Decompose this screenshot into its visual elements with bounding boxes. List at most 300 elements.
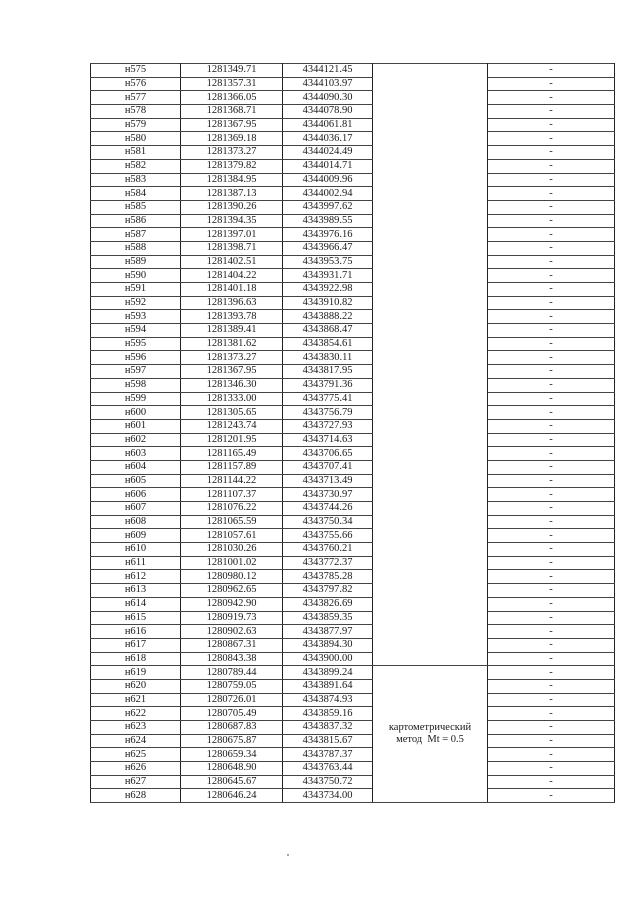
method-cell-empty xyxy=(373,214,488,228)
y-coordinate-cell: 4343859.16 xyxy=(283,707,373,721)
x-coordinate-cell: 1280919.73 xyxy=(181,611,283,625)
dash-cell: - xyxy=(488,118,615,132)
point-id-cell: н618 xyxy=(91,652,181,666)
table-row xyxy=(91,570,615,584)
method-cell-empty xyxy=(373,132,488,146)
dash-cell: - xyxy=(488,255,615,269)
y-coordinate-cell: 4344036.17 xyxy=(283,132,373,146)
method-cell-empty xyxy=(373,515,488,529)
method-cell-empty xyxy=(373,310,488,324)
table-row xyxy=(91,789,615,803)
x-coordinate-cell: 1281346.30 xyxy=(181,378,283,392)
dash-cell: - xyxy=(488,762,615,776)
method-cell-empty xyxy=(373,351,488,365)
point-id-cell: н580 xyxy=(91,132,181,146)
coordinates-table xyxy=(90,63,615,803)
method-cell-empty xyxy=(373,283,488,297)
method-cell-empty xyxy=(373,255,488,269)
table-row xyxy=(91,269,615,283)
y-coordinate-cell: 4343817.95 xyxy=(283,365,373,379)
point-id-cell: н591 xyxy=(91,283,181,297)
point-id-cell: н619 xyxy=(91,666,181,680)
table-row xyxy=(91,638,615,652)
method-cell-empty xyxy=(373,378,488,392)
dash-cell: - xyxy=(488,584,615,598)
table-row xyxy=(91,529,615,543)
dash-cell: - xyxy=(488,64,615,78)
x-coordinate-cell: 1281379.82 xyxy=(181,159,283,173)
x-coordinate-cell: 1281402.51 xyxy=(181,255,283,269)
x-coordinate-cell: 1281201.95 xyxy=(181,433,283,447)
x-coordinate-cell: 1281165.49 xyxy=(181,447,283,461)
x-coordinate-cell: 1280687.83 xyxy=(181,721,283,735)
y-coordinate-cell: 4343922.98 xyxy=(283,283,373,297)
table-row xyxy=(91,296,615,310)
dash-cell: - xyxy=(488,748,615,762)
method-cell-empty xyxy=(373,433,488,447)
dash-cell: - xyxy=(488,296,615,310)
method-cell-empty xyxy=(373,625,488,639)
method-cell-empty xyxy=(373,392,488,406)
y-coordinate-cell: 4343797.82 xyxy=(283,584,373,598)
table-row xyxy=(91,283,615,297)
point-id-cell: н625 xyxy=(91,748,181,762)
x-coordinate-cell: 1281349.71 xyxy=(181,64,283,78)
dash-cell: - xyxy=(488,707,615,721)
method-cell-empty xyxy=(373,118,488,132)
dash-cell: - xyxy=(488,214,615,228)
point-id-cell: н585 xyxy=(91,200,181,214)
x-coordinate-cell: 1280867.31 xyxy=(181,638,283,652)
point-id-cell: н575 xyxy=(91,64,181,78)
x-coordinate-cell: 1280659.34 xyxy=(181,748,283,762)
y-coordinate-cell: 4343877.97 xyxy=(283,625,373,639)
point-id-cell: н597 xyxy=(91,365,181,379)
dash-cell: - xyxy=(488,269,615,283)
table-row xyxy=(91,173,615,187)
method-cell-empty xyxy=(373,241,488,255)
point-id-cell: н588 xyxy=(91,241,181,255)
point-id-cell: н608 xyxy=(91,515,181,529)
dash-cell: - xyxy=(488,310,615,324)
table-row xyxy=(91,679,615,693)
dash-cell: - xyxy=(488,200,615,214)
table-row xyxy=(91,132,615,146)
x-coordinate-cell: 1281397.01 xyxy=(181,228,283,242)
point-id-cell: н614 xyxy=(91,597,181,611)
point-id-cell: н623 xyxy=(91,721,181,735)
point-id-cell: н584 xyxy=(91,187,181,201)
y-coordinate-cell: 4343989.55 xyxy=(283,214,373,228)
y-coordinate-cell: 4343830.11 xyxy=(283,351,373,365)
y-coordinate-cell: 4343755.66 xyxy=(283,529,373,543)
y-coordinate-cell: 4343772.37 xyxy=(283,556,373,570)
y-coordinate-cell: 4343854.61 xyxy=(283,337,373,351)
method-cell-empty xyxy=(373,269,488,283)
dash-cell: - xyxy=(488,775,615,789)
y-coordinate-cell: 4344009.96 xyxy=(283,173,373,187)
x-coordinate-cell: 1281381.62 xyxy=(181,337,283,351)
method-cell-empty xyxy=(373,173,488,187)
table-row xyxy=(91,625,615,639)
x-coordinate-cell: 1281157.89 xyxy=(181,460,283,474)
dash-cell: - xyxy=(488,77,615,91)
y-coordinate-cell: 4343900.00 xyxy=(283,652,373,666)
point-id-cell: н627 xyxy=(91,775,181,789)
method-line-1: картометрический xyxy=(388,722,472,734)
y-coordinate-cell: 4343775.41 xyxy=(283,392,373,406)
method-cell-empty xyxy=(373,447,488,461)
y-coordinate-cell: 4343734.00 xyxy=(283,789,373,803)
dash-cell: - xyxy=(488,228,615,242)
y-coordinate-cell: 4343826.69 xyxy=(283,597,373,611)
table-row xyxy=(91,241,615,255)
table-row xyxy=(91,474,615,488)
method-cell-empty xyxy=(373,324,488,338)
point-id-cell: н601 xyxy=(91,419,181,433)
dash-cell: - xyxy=(488,556,615,570)
table-row xyxy=(91,378,615,392)
x-coordinate-cell: 1280648.90 xyxy=(181,762,283,776)
point-id-cell: н586 xyxy=(91,214,181,228)
x-coordinate-cell: 1280759.05 xyxy=(181,679,283,693)
point-id-cell: н577 xyxy=(91,91,181,105)
y-coordinate-cell: 4343791.36 xyxy=(283,378,373,392)
method-cell-empty xyxy=(373,584,488,598)
coordinates-table-body xyxy=(91,64,615,803)
table-row xyxy=(91,187,615,201)
table-row xyxy=(91,146,615,160)
dash-cell: - xyxy=(488,529,615,543)
method-cell-empty xyxy=(373,91,488,105)
table-row xyxy=(91,64,615,78)
dash-cell: - xyxy=(488,159,615,173)
y-coordinate-cell: 4344121.45 xyxy=(283,64,373,78)
x-coordinate-cell: 1281373.27 xyxy=(181,351,283,365)
point-id-cell: н576 xyxy=(91,77,181,91)
method-cell-empty xyxy=(373,159,488,173)
method-cell-empty xyxy=(373,502,488,516)
x-coordinate-cell: 1280646.24 xyxy=(181,789,283,803)
table-row xyxy=(91,365,615,379)
table-row xyxy=(91,775,615,789)
y-coordinate-cell: 4343787.37 xyxy=(283,748,373,762)
method-cell-empty xyxy=(373,652,488,666)
point-id-cell: н599 xyxy=(91,392,181,406)
x-coordinate-cell: 1281076.22 xyxy=(181,502,283,516)
dash-cell: - xyxy=(488,132,615,146)
method-cell-empty xyxy=(373,638,488,652)
point-id-cell: н587 xyxy=(91,228,181,242)
table-row xyxy=(91,543,615,557)
y-coordinate-cell: 4343760.21 xyxy=(283,543,373,557)
method-cell-empty xyxy=(373,460,488,474)
x-coordinate-cell: 1281398.71 xyxy=(181,241,283,255)
x-coordinate-cell: 1281387.13 xyxy=(181,187,283,201)
x-coordinate-cell: 1281001.02 xyxy=(181,556,283,570)
dash-cell: - xyxy=(488,365,615,379)
point-id-cell: н602 xyxy=(91,433,181,447)
y-coordinate-cell: 4343997.62 xyxy=(283,200,373,214)
y-coordinate-cell: 4343874.93 xyxy=(283,693,373,707)
method-cell-empty xyxy=(373,337,488,351)
point-id-cell: н610 xyxy=(91,543,181,557)
y-coordinate-cell: 4343888.22 xyxy=(283,310,373,324)
y-coordinate-cell: 4343899.24 xyxy=(283,666,373,680)
y-coordinate-cell: 4343785.28 xyxy=(283,570,373,584)
point-id-cell: н582 xyxy=(91,159,181,173)
method-cell-empty xyxy=(373,488,488,502)
x-coordinate-cell: 1281144.22 xyxy=(181,474,283,488)
table-row xyxy=(91,515,615,529)
x-coordinate-cell: 1281393.78 xyxy=(181,310,283,324)
y-coordinate-cell: 4343750.34 xyxy=(283,515,373,529)
x-coordinate-cell: 1281333.00 xyxy=(181,392,283,406)
table-row xyxy=(91,105,615,119)
y-coordinate-cell: 4343730.97 xyxy=(283,488,373,502)
point-id-cell: н578 xyxy=(91,105,181,119)
x-coordinate-cell: 1281401.18 xyxy=(181,283,283,297)
dash-cell: - xyxy=(488,666,615,680)
dash-cell: - xyxy=(488,570,615,584)
table-row xyxy=(91,392,615,406)
x-coordinate-cell: 1281367.95 xyxy=(181,118,283,132)
table-row xyxy=(91,502,615,516)
y-coordinate-cell: 4344061.81 xyxy=(283,118,373,132)
table-row xyxy=(91,652,615,666)
y-coordinate-cell: 4343707.41 xyxy=(283,460,373,474)
dash-cell: - xyxy=(488,406,615,420)
x-coordinate-cell: 1281369.18 xyxy=(181,132,283,146)
x-coordinate-cell: 1280902.63 xyxy=(181,625,283,639)
dash-cell: - xyxy=(488,625,615,639)
y-coordinate-cell: 4344002.94 xyxy=(283,187,373,201)
x-coordinate-cell: 1281367.95 xyxy=(181,365,283,379)
dash-cell: - xyxy=(488,515,615,529)
x-coordinate-cell: 1281368.71 xyxy=(181,105,283,119)
x-coordinate-cell: 1280726.01 xyxy=(181,693,283,707)
method-cell-empty xyxy=(373,406,488,420)
point-id-cell: н596 xyxy=(91,351,181,365)
dash-cell: - xyxy=(488,91,615,105)
x-coordinate-cell: 1281384.95 xyxy=(181,173,283,187)
y-coordinate-cell: 4344090.30 xyxy=(283,91,373,105)
point-id-cell: н590 xyxy=(91,269,181,283)
y-coordinate-cell: 4344024.49 xyxy=(283,146,373,160)
point-id-cell: н581 xyxy=(91,146,181,160)
method-cell-empty xyxy=(373,597,488,611)
method-cell-empty xyxy=(373,543,488,557)
table-row xyxy=(91,762,615,776)
dash-cell: - xyxy=(488,351,615,365)
x-coordinate-cell: 1280645.67 xyxy=(181,775,283,789)
y-coordinate-cell: 4343815.67 xyxy=(283,734,373,748)
point-id-cell: н626 xyxy=(91,762,181,776)
method-cell-empty xyxy=(373,556,488,570)
point-id-cell: н592 xyxy=(91,296,181,310)
y-coordinate-cell: 4343894.30 xyxy=(283,638,373,652)
x-coordinate-cell: 1281389.41 xyxy=(181,324,283,338)
y-coordinate-cell: 4343976.16 xyxy=(283,228,373,242)
table-row xyxy=(91,118,615,132)
dash-cell: - xyxy=(488,679,615,693)
point-id-cell: н617 xyxy=(91,638,181,652)
table-row xyxy=(91,228,615,242)
table-row xyxy=(91,419,615,433)
y-coordinate-cell: 4343750.72 xyxy=(283,775,373,789)
table-row xyxy=(91,406,615,420)
point-id-cell: н595 xyxy=(91,337,181,351)
y-coordinate-cell: 4343714.63 xyxy=(283,433,373,447)
y-coordinate-cell: 4343891.64 xyxy=(283,679,373,693)
point-id-cell: н613 xyxy=(91,584,181,598)
table-row xyxy=(91,734,615,748)
y-coordinate-cell: 4343868.47 xyxy=(283,324,373,338)
point-id-cell: н612 xyxy=(91,570,181,584)
dash-cell: - xyxy=(488,488,615,502)
point-id-cell: н579 xyxy=(91,118,181,132)
point-id-cell: н583 xyxy=(91,173,181,187)
dash-cell: - xyxy=(488,474,615,488)
dash-cell: - xyxy=(488,324,615,338)
y-coordinate-cell: 4343859.35 xyxy=(283,611,373,625)
dash-cell: - xyxy=(488,734,615,748)
x-coordinate-cell: 1280789.44 xyxy=(181,666,283,680)
x-coordinate-cell: 1281396.63 xyxy=(181,296,283,310)
point-id-cell: н622 xyxy=(91,707,181,721)
y-coordinate-cell: 4343910.82 xyxy=(283,296,373,310)
method-cell-empty xyxy=(373,105,488,119)
table-row xyxy=(91,693,615,707)
point-id-cell: н628 xyxy=(91,789,181,803)
dash-cell: - xyxy=(488,241,615,255)
table-row xyxy=(91,351,615,365)
y-coordinate-cell: 4343931.71 xyxy=(283,269,373,283)
dash-cell: - xyxy=(488,283,615,297)
table-row xyxy=(91,707,615,721)
method-line-2: метод Mt = 0.5 xyxy=(396,734,464,746)
dash-cell: - xyxy=(488,611,615,625)
table-row xyxy=(91,214,615,228)
dash-cell: - xyxy=(488,543,615,557)
point-id-cell: н624 xyxy=(91,734,181,748)
x-coordinate-cell: 1281404.22 xyxy=(181,269,283,283)
dash-cell: - xyxy=(488,433,615,447)
table-row xyxy=(91,200,615,214)
point-id-cell: н604 xyxy=(91,460,181,474)
table-row xyxy=(91,324,615,338)
x-coordinate-cell: 1281390.26 xyxy=(181,200,283,214)
dash-cell: - xyxy=(488,173,615,187)
method-cell xyxy=(373,666,488,803)
table-row xyxy=(91,77,615,91)
dash-cell: - xyxy=(488,693,615,707)
x-coordinate-cell: 1281065.59 xyxy=(181,515,283,529)
table-row xyxy=(91,460,615,474)
point-id-cell: н620 xyxy=(91,679,181,693)
scan-dot xyxy=(287,854,289,856)
dash-cell: - xyxy=(488,597,615,611)
x-coordinate-cell: 1280980.12 xyxy=(181,570,283,584)
method-cell-empty xyxy=(373,611,488,625)
table-row xyxy=(91,556,615,570)
table-row xyxy=(91,611,615,625)
point-id-cell: н615 xyxy=(91,611,181,625)
method-cell-empty xyxy=(373,365,488,379)
point-id-cell: н603 xyxy=(91,447,181,461)
dash-cell: - xyxy=(488,652,615,666)
x-coordinate-cell: 1281394.35 xyxy=(181,214,283,228)
point-id-cell: н609 xyxy=(91,529,181,543)
y-coordinate-cell: 4343763.44 xyxy=(283,762,373,776)
dash-cell: - xyxy=(488,187,615,201)
table-row xyxy=(91,91,615,105)
table-row xyxy=(91,337,615,351)
point-id-cell: н598 xyxy=(91,378,181,392)
method-cell-empty xyxy=(373,77,488,91)
dash-cell: - xyxy=(488,146,615,160)
y-coordinate-cell: 4343756.79 xyxy=(283,406,373,420)
method-cell-empty xyxy=(373,296,488,310)
point-id-cell: н594 xyxy=(91,324,181,338)
table-row xyxy=(91,255,615,269)
dash-cell: - xyxy=(488,638,615,652)
table-row xyxy=(91,433,615,447)
dash-cell: - xyxy=(488,392,615,406)
table-row xyxy=(91,488,615,502)
x-coordinate-cell: 1280675.87 xyxy=(181,734,283,748)
x-coordinate-cell: 1281107.37 xyxy=(181,488,283,502)
point-id-cell: н616 xyxy=(91,625,181,639)
table-row xyxy=(91,666,615,680)
dash-cell: - xyxy=(488,721,615,735)
x-coordinate-cell: 1281357.31 xyxy=(181,77,283,91)
method-cell-empty xyxy=(373,146,488,160)
point-id-cell: н593 xyxy=(91,310,181,324)
method-cell-empty xyxy=(373,64,488,78)
x-coordinate-cell: 1281305.65 xyxy=(181,406,283,420)
dash-cell: - xyxy=(488,502,615,516)
table-row xyxy=(91,447,615,461)
method-cell-empty xyxy=(373,529,488,543)
y-coordinate-cell: 4344103.97 xyxy=(283,77,373,91)
dash-cell: - xyxy=(488,337,615,351)
method-cell-empty xyxy=(373,419,488,433)
x-coordinate-cell: 1281057.61 xyxy=(181,529,283,543)
dash-cell: - xyxy=(488,460,615,474)
y-coordinate-cell: 4343744.26 xyxy=(283,502,373,516)
table-row xyxy=(91,597,615,611)
dash-cell: - xyxy=(488,419,615,433)
y-coordinate-cell: 4343713.49 xyxy=(283,474,373,488)
dash-cell: - xyxy=(488,447,615,461)
point-id-cell: н589 xyxy=(91,255,181,269)
y-coordinate-cell: 4343727.93 xyxy=(283,419,373,433)
x-coordinate-cell: 1280705.49 xyxy=(181,707,283,721)
x-coordinate-cell: 1280843.38 xyxy=(181,652,283,666)
dash-cell: - xyxy=(488,789,615,803)
table-row xyxy=(91,310,615,324)
y-coordinate-cell: 4344014.71 xyxy=(283,159,373,173)
method-cell-empty xyxy=(373,200,488,214)
method-cell-empty xyxy=(373,474,488,488)
x-coordinate-cell: 1281243.74 xyxy=(181,419,283,433)
point-id-cell: н611 xyxy=(91,556,181,570)
table-row xyxy=(91,584,615,598)
method-cell-empty xyxy=(373,570,488,584)
x-coordinate-cell: 1281366.05 xyxy=(181,91,283,105)
method-cell-empty xyxy=(373,228,488,242)
